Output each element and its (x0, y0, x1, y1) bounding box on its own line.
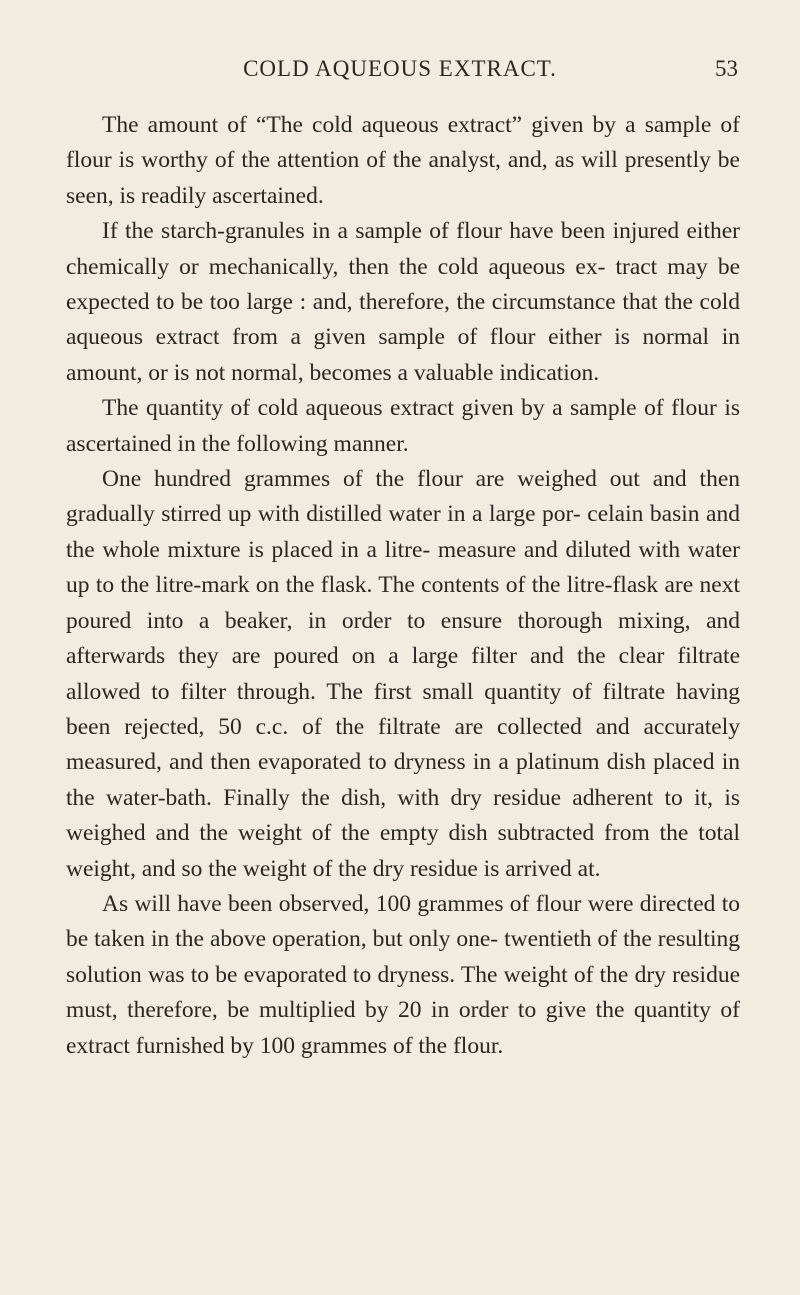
body-text (66, 108, 740, 1064)
running-title: COLD AQUEOUS EXTRACT. (243, 56, 557, 81)
page-number: 53 (715, 56, 738, 81)
paragraph: The quantity of cold aqueous extract given by a sample of flour is ascertained in the following manner. (66, 395, 740, 457)
paragraph: The amount of “The cold aqueous extract” given by a sample of flour is worthy of the attention of the analyst, and, as will presently be seen, is readily ascertained. (66, 112, 740, 209)
paragraph: As will have been observed, 100 grammes of flour were directed to be taken in the above operation, but only one- twentieth of the resulting solution was to be evaporated to dryness. The weight of the dry residue must, therefore, be multiplied by 20 in order to give the quantity of extract furnished by 100 grammes of the flour. (66, 890, 740, 1059)
page-header (0, 56, 800, 96)
paragraph: If the starch-granules in a sample of flour have been injured either chemically or mechanically, then the cold aqueous ex- tract may be expected to be too large : and, therefore, the circumstance that the cold aqueous extract from a given sample of flour either is normal in amount, or is not normal, becomes a valuable indication. (66, 218, 740, 386)
paragraph: One hundred grammes of the flour are weighed out and then gradually stirred up with distilled water in a large por- celain basin and the whole mixture is placed in a litre- measure and diluted with water up to the litre-mark on the flask. The contents of the litre-flask are next poured into a beaker, in order to ensure thorough mixing, and afterwards they are poured on a large filter and the clear filtrate allowed to filter through. The first small quantity of filtrate having been rejected, 50 c.c. of the filtrate are collected and accurately measured, and then evaporated to dryness in a platinum dish placed in the water-bath. Finally the dish, with dry residue adherent to it, is weighed and the weight of the empty dish subtracted from the total weight, and so the weight of the dry residue is arrived at. (66, 466, 740, 882)
